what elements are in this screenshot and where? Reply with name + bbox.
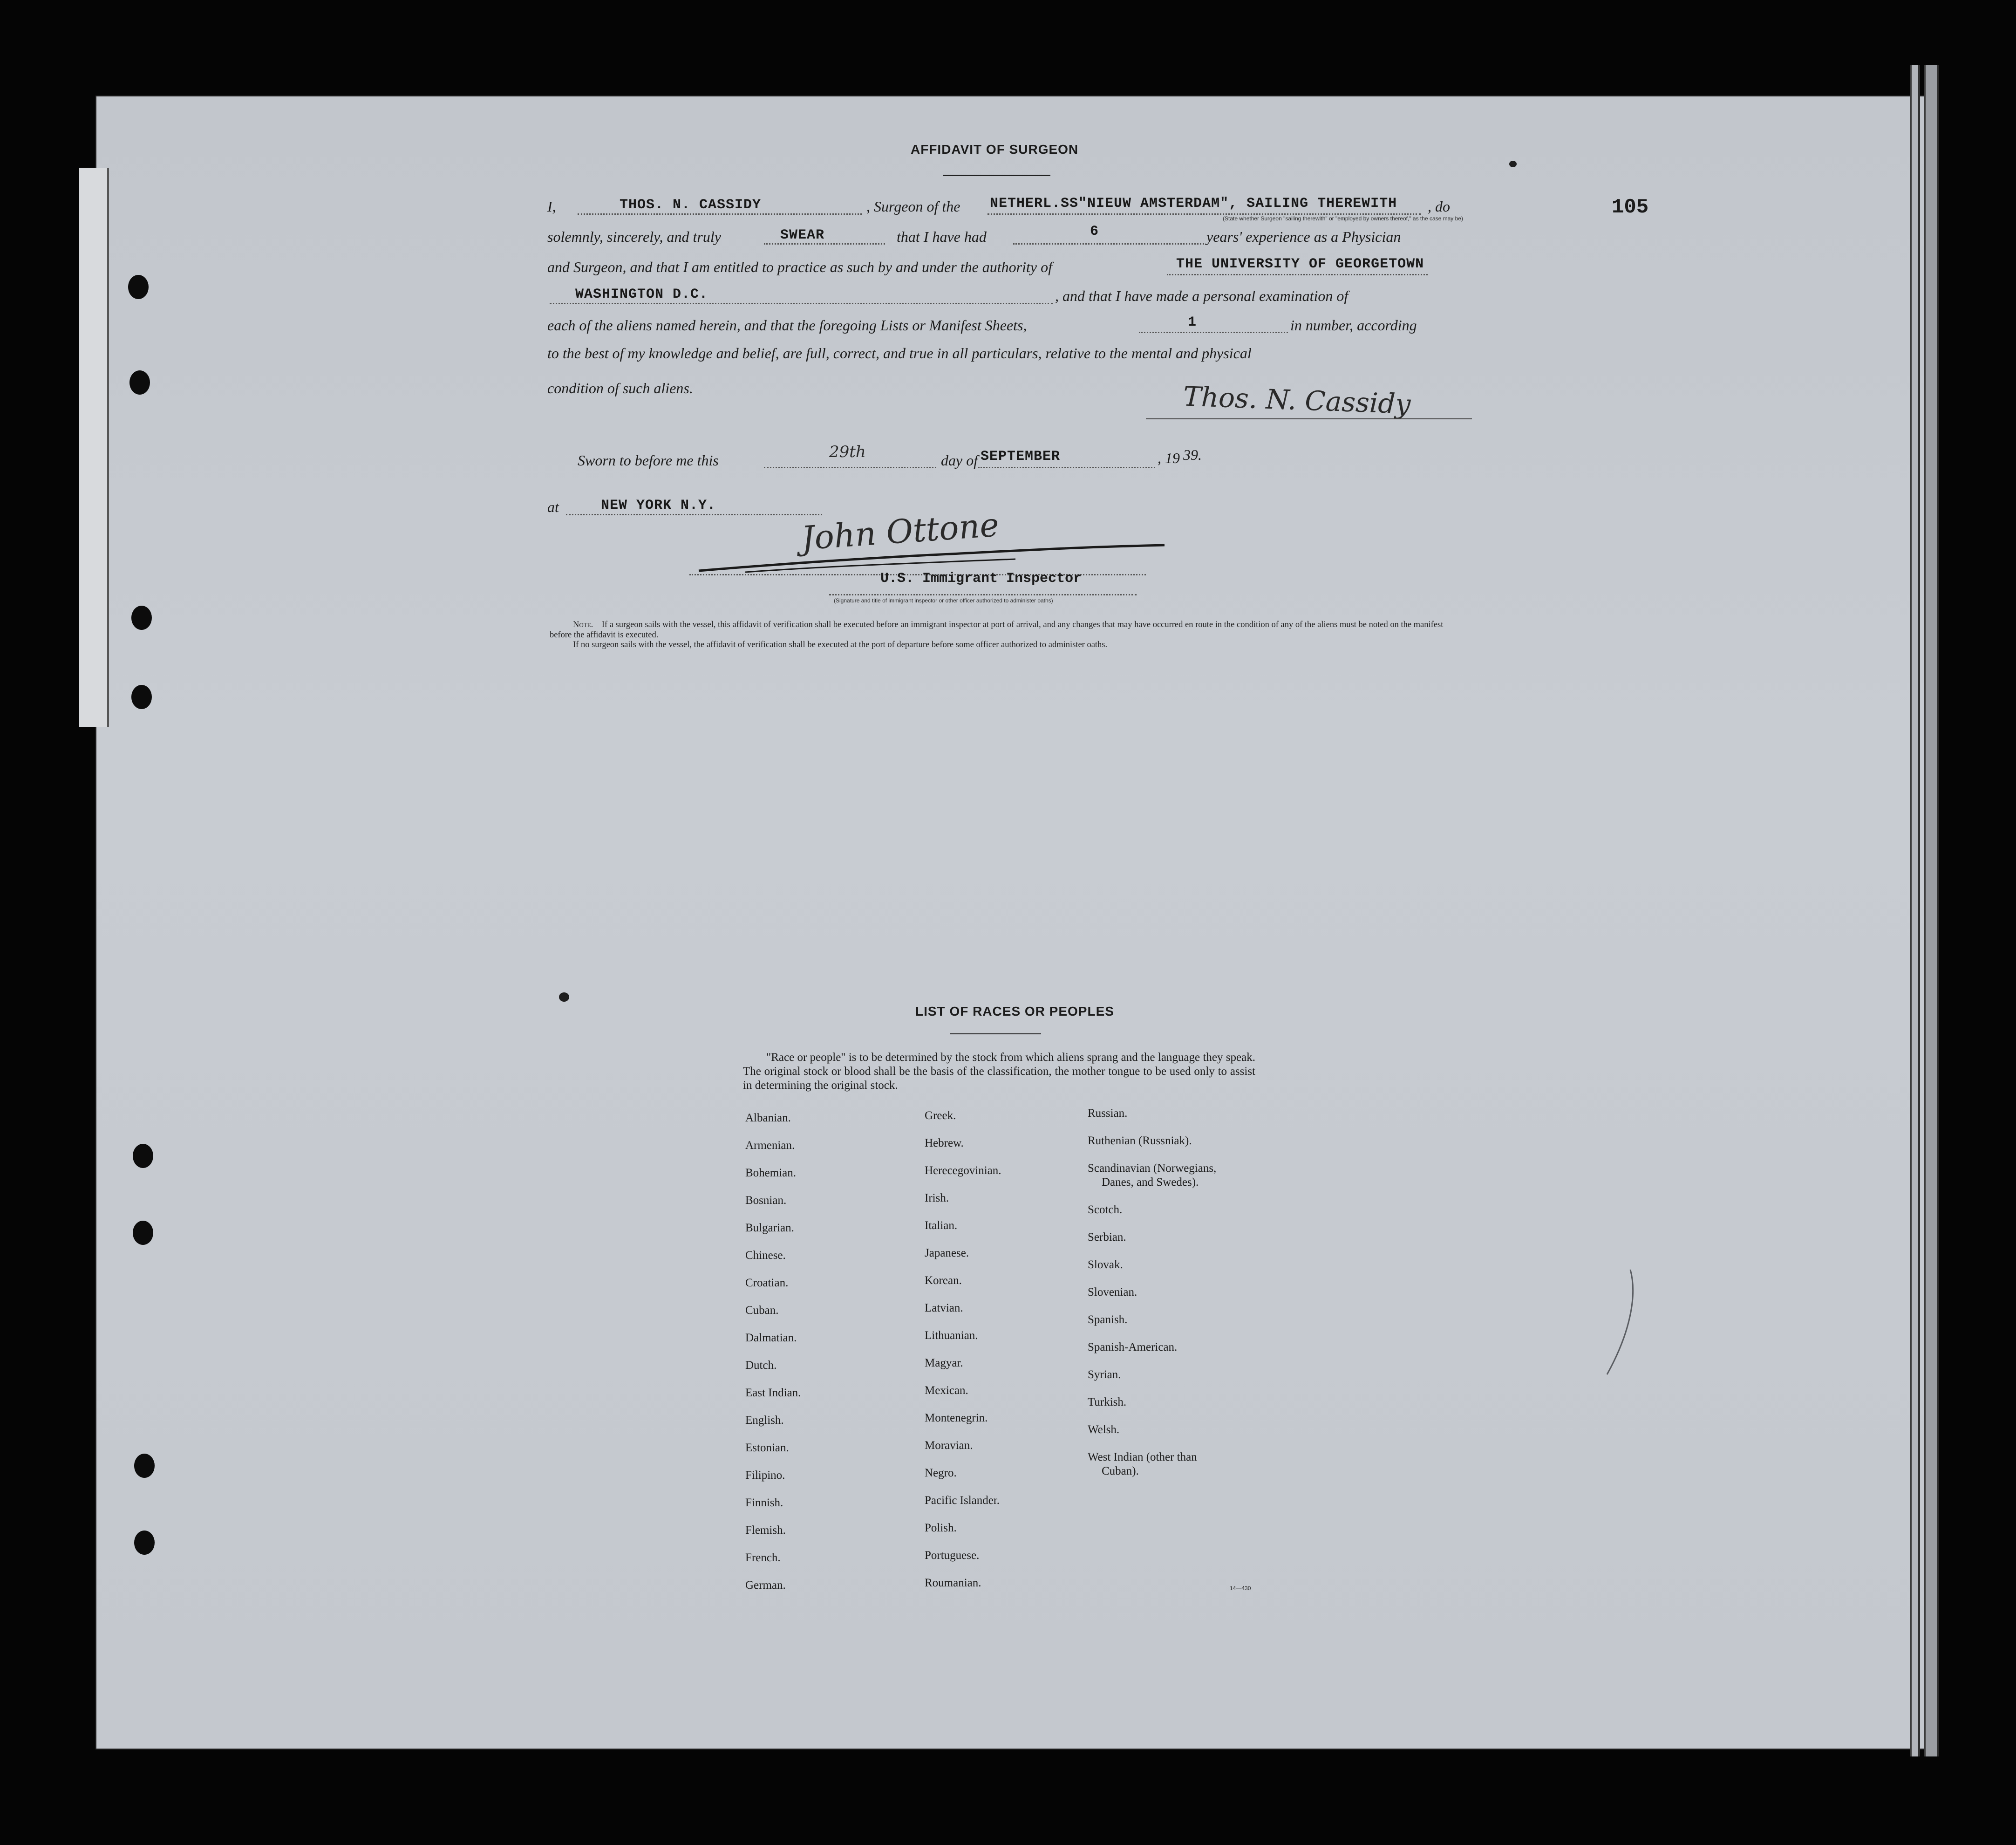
race-item: Dalmatian. bbox=[745, 1332, 797, 1344]
race-item: Irish. bbox=[925, 1192, 949, 1204]
affidavit-title: AFFIDAVIT OF SURGEON bbox=[911, 142, 1079, 157]
text-years-exp: years' experience as a Physician bbox=[1206, 228, 1401, 245]
text-i: I, bbox=[547, 198, 556, 215]
race-item: East Indian. bbox=[745, 1387, 801, 1399]
pencil-mark bbox=[1602, 1267, 1640, 1379]
authority-line-2: WASHINGTON D.C. bbox=[575, 287, 708, 302]
text-that-had: that I have had bbox=[897, 228, 987, 245]
fill-line bbox=[1139, 332, 1288, 333]
race-item: Magyar. bbox=[925, 1357, 963, 1369]
authority-line-1: THE UNIVERSITY OF GEORGETOWN bbox=[1176, 256, 1424, 272]
years-experience: 6 bbox=[1090, 224, 1099, 239]
fill-line bbox=[764, 467, 936, 468]
race-item: West Indian (other than bbox=[1088, 1451, 1197, 1463]
race-item: Greek. bbox=[925, 1109, 956, 1122]
race-item: Danes, and Swedes). bbox=[1102, 1176, 1199, 1189]
race-item: Albanian. bbox=[745, 1112, 791, 1124]
note-text-1: —If a surgeon sails with the vessel, this affidavit of verification shall be executed before an immigrant inspector at port of arrival, and any changes that may have occurred en route in the condition of any of the aliens must be noted on the manifest before the affidavit is executed. bbox=[550, 620, 1444, 640]
race-item: Montenegrin. bbox=[925, 1412, 988, 1424]
binder-hole bbox=[129, 370, 150, 395]
race-item: Cuban). bbox=[1102, 1465, 1139, 1477]
inspector-signature: John Ottone bbox=[800, 506, 1001, 558]
race-item: Polish. bbox=[925, 1522, 957, 1534]
races-column-1 bbox=[745, 1111, 922, 1606]
race-item: Mexican. bbox=[925, 1384, 968, 1397]
race-item: Armenian. bbox=[745, 1139, 795, 1152]
inspector-hint: (Signature and title of immigrant inspector or other officer authorized to administer oaths) bbox=[834, 597, 1053, 604]
fill-line bbox=[566, 514, 822, 515]
binder-hole bbox=[133, 1221, 153, 1245]
text-and-surgeon: and Surgeon, and that I am entitled to practice as such by and under the authority of bbox=[547, 259, 1052, 275]
manifest-sheets: 1 bbox=[1188, 314, 1197, 330]
races-intro: "Race or people" is to be determined by the stock from which aliens sprang and the language they speak. The original stock or blood shall be the basis of the classification, the mother tongue to be used only to assist in determining the original stock. bbox=[743, 1051, 1255, 1092]
surgeon-name: THOS. N. CASSIDY bbox=[620, 197, 762, 213]
race-item: English. bbox=[745, 1414, 784, 1427]
sworn-place: NEW YORK N.Y. bbox=[601, 498, 716, 513]
race-item: Japanese. bbox=[925, 1247, 969, 1259]
race-item: Bohemian. bbox=[745, 1167, 797, 1179]
fill-line bbox=[1167, 274, 1428, 275]
text-surgeon-of: , Surgeon of the bbox=[866, 198, 960, 215]
note-label: Note. bbox=[573, 620, 593, 629]
race-item: Welsh. bbox=[1088, 1423, 1120, 1436]
race-item: Finnish. bbox=[745, 1496, 783, 1509]
races-title: LIST OF RACES OR PEOPLES bbox=[915, 1004, 1114, 1018]
vessel-name: NETHERL.SS"NIEUW AMSTERDAM", SAILING THEREWITH bbox=[990, 196, 1397, 212]
binder-hole bbox=[134, 1531, 155, 1555]
race-item: Hebrew. bbox=[925, 1137, 964, 1149]
form-number: 14—430 bbox=[1230, 1585, 1251, 1592]
race-item: Flemish. bbox=[745, 1524, 786, 1537]
race-item: Bosnian. bbox=[745, 1194, 787, 1207]
race-item: Syrian. bbox=[1088, 1368, 1121, 1381]
title-rule bbox=[943, 175, 1050, 176]
ink-speck bbox=[559, 992, 569, 1002]
race-item: Estonian. bbox=[745, 1442, 789, 1454]
binder-hole bbox=[128, 275, 149, 299]
fill-line bbox=[1013, 243, 1204, 245]
race-item: Italian. bbox=[925, 1219, 958, 1232]
text-in-number: in number, according bbox=[1290, 317, 1417, 334]
note-paragraph bbox=[550, 620, 1449, 640]
race-item: Roumanian. bbox=[925, 1577, 981, 1589]
fill-line bbox=[988, 213, 1421, 215]
race-item: Pacific Islander. bbox=[925, 1494, 1000, 1507]
races-column-2 bbox=[925, 1109, 1083, 1604]
race-item: Ruthenian (Russniak). bbox=[1088, 1134, 1192, 1147]
inspector-title: U.S. Immigrant Inspector bbox=[880, 571, 1082, 587]
race-item: Spanish. bbox=[1088, 1313, 1128, 1326]
race-item: Cuban. bbox=[745, 1304, 779, 1317]
binder-hole bbox=[133, 1144, 153, 1168]
text-condition: condition of such aliens. bbox=[547, 380, 693, 396]
race-item: Serbian. bbox=[1088, 1231, 1126, 1244]
races-column-3 bbox=[1088, 1107, 1283, 1478]
race-item: Turkish. bbox=[1088, 1396, 1127, 1408]
binder-hole bbox=[134, 1454, 155, 1478]
race-item: Russian. bbox=[1088, 1107, 1128, 1120]
race-item: Filipino. bbox=[745, 1469, 785, 1482]
race-item: Chinese. bbox=[745, 1249, 786, 1262]
race-item: Lithuanian. bbox=[925, 1329, 978, 1342]
vessel-hint: (State whether Surgeon "sailing therewith" or "employed by owners thereof," as the case may be) bbox=[1223, 215, 1463, 222]
signature-line bbox=[1146, 418, 1472, 419]
fill-line bbox=[764, 243, 885, 245]
race-item: Latvian. bbox=[925, 1302, 963, 1314]
text-day-of: day of bbox=[941, 452, 978, 469]
text-do: , do bbox=[1428, 198, 1450, 215]
race-item: Moravian. bbox=[925, 1439, 973, 1452]
page-edge bbox=[1924, 65, 1939, 1756]
text-year-prefix: , 19 bbox=[1158, 450, 1180, 466]
oath-type: SWEAR bbox=[780, 227, 825, 243]
race-item: Korean. bbox=[925, 1274, 962, 1287]
race-item: Croatian. bbox=[745, 1277, 789, 1289]
race-item: Herecegovinian. bbox=[925, 1164, 1001, 1177]
text-sworn: Sworn to before me this bbox=[578, 452, 719, 469]
fill-line bbox=[978, 467, 1155, 468]
sworn-month: SEPTEMBER bbox=[981, 449, 1061, 465]
surgeon-signature: Thos. N. Cassidy bbox=[1182, 380, 1411, 420]
race-item: Portuguese. bbox=[925, 1549, 980, 1562]
sworn-year: 39. bbox=[1183, 446, 1202, 463]
fill-line bbox=[578, 213, 862, 215]
text-each-alien: each of the aliens named herein, and that the foregoing Lists or Manifest Sheets, bbox=[547, 317, 1027, 334]
text-best-knowledge: to the best of my knowledge and belief, are full, correct, and true in all particulars, relative to the mental and physical bbox=[547, 345, 1252, 362]
fill-line bbox=[550, 303, 1053, 304]
race-item: German. bbox=[745, 1579, 786, 1592]
fill-line bbox=[829, 594, 1137, 595]
race-item: Slovak. bbox=[1088, 1258, 1123, 1271]
race-item: Scotch. bbox=[1088, 1203, 1123, 1216]
race-item: Slovenian. bbox=[1088, 1286, 1137, 1298]
binder-hole bbox=[131, 685, 152, 709]
race-item: Negro. bbox=[925, 1467, 957, 1479]
ink-speck bbox=[1509, 161, 1517, 167]
race-item: French. bbox=[745, 1551, 781, 1564]
sworn-day: 29th bbox=[829, 443, 866, 461]
page-number: 105 bbox=[1612, 196, 1649, 219]
text-at: at bbox=[547, 499, 559, 515]
text-personal-exam: , and that I have made a personal examination of bbox=[1055, 287, 1349, 304]
page-edge-inner bbox=[1910, 65, 1920, 1756]
inspector-signature-flourish bbox=[689, 526, 1174, 578]
race-item: Scandinavian (Norwegians, bbox=[1088, 1162, 1217, 1175]
note-text-2: If no surgeon sails with the vessel, the affidavit of verification shall be executed at the port of departure before some officer authorized to administer oaths. bbox=[573, 640, 1108, 649]
binder-hole bbox=[131, 606, 152, 630]
race-item: Dutch. bbox=[745, 1359, 777, 1372]
torn-page-edge bbox=[79, 168, 109, 727]
race-item: Bulgarian. bbox=[745, 1222, 794, 1234]
races-title-rule bbox=[950, 1033, 1041, 1034]
race-item: Spanish-American. bbox=[1088, 1341, 1178, 1353]
text-solemnly: solemnly, sincerely, and truly bbox=[547, 228, 721, 245]
